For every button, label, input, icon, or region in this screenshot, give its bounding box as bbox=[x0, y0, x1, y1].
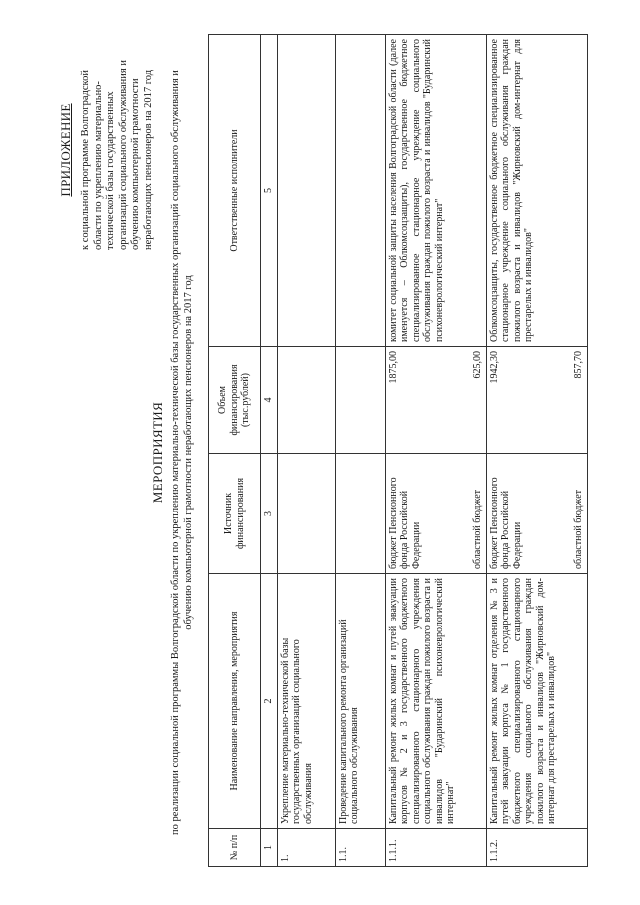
annex-title: ПРИЛОЖЕНИЕ bbox=[58, 103, 73, 197]
column-number-row bbox=[261, 35, 278, 867]
header-source: Источник финансирования bbox=[209, 454, 261, 574]
table-row bbox=[385, 35, 486, 867]
row-sources bbox=[385, 454, 486, 574]
table-row bbox=[335, 35, 385, 867]
row-name: Укрепление материально-технической базы государственных организаций социального обслуживания bbox=[277, 574, 335, 829]
amount-regional: 857,70 bbox=[573, 351, 584, 379]
amount-regional: 625,00 bbox=[472, 351, 483, 379]
header-name: Наименование направления, мероприятия bbox=[209, 574, 261, 829]
measures-table bbox=[208, 34, 588, 867]
column-number: 1 bbox=[261, 829, 278, 867]
table-header-row bbox=[209, 35, 261, 867]
row-number: 1.1.1. bbox=[385, 829, 486, 867]
annex-text: к социальной программе Волгоградской области по укреплению материально-технической базы государственных организаций социального обслуживания и обучению компьютерной грамотности неработающих пенсионеров на 2017 год bbox=[80, 60, 154, 250]
row-name: Проведение капитального ремонта организаций социального обслуживания bbox=[335, 574, 385, 829]
row-amounts bbox=[486, 347, 587, 454]
source-pension-fund: бюджет Пенсионного фонда Российской Федерации bbox=[488, 477, 523, 569]
row-executors: Облкомсоцзащиты, государственное бюджетное специализированное стационарное учреждение социального обслуживания граждан пожилого возраста и инвалидов "Жирновский дом-интернат для престарелых и инвалидов" bbox=[486, 35, 587, 347]
source-regional: областной бюджет bbox=[573, 489, 584, 569]
column-number: 2 bbox=[261, 574, 278, 829]
header-number: № п/п bbox=[209, 829, 261, 867]
row-number: 1.1.2. bbox=[486, 829, 587, 867]
row-name: Капитальный ремонт жилых комнат и путей эвакуации корпусов № 2 и 3 государственного бюджетного специализированного стационарного учреждения социального обслуживания граждан пожилого возраста и инвалидов "Бударинский психоневрологический интернат" bbox=[385, 574, 486, 829]
row-executors: комитет социальной защиты населения Волгоградской области (далее именуется – Облкомсоцзащиты), государственное бюджетное специализированное стационарное учреждение социального обслуживания граждан пожилого возраста и инвалидов "Бударинский психоневрологический интернат" bbox=[385, 35, 486, 347]
column-number: 4 bbox=[261, 347, 278, 454]
column-number: 5 bbox=[261, 35, 278, 347]
amount-pension-fund: 1875,00 bbox=[387, 351, 399, 384]
amount-pension-fund: 1942,30 bbox=[488, 351, 500, 384]
source-pension-fund: бюджет Пенсионного фонда Российской Федерации bbox=[387, 477, 422, 569]
document-heading: МЕРОПРИЯТИЯ bbox=[150, 401, 165, 504]
document-subheading: по реализации социальной программы Волгоградской области по укреплению материально-технической базы государственных организаций социального обслуживания и обучению компьютерной грамотности неработающих пенсионеров на 2017 год bbox=[170, 70, 194, 835]
table-row bbox=[486, 35, 587, 867]
row-amounts bbox=[385, 347, 486, 454]
column-number: 3 bbox=[261, 454, 278, 574]
row-sources bbox=[486, 454, 587, 574]
row-number: 1. bbox=[277, 829, 335, 867]
row-name: Капитальный ремонт жилых комнат отделения № 3 и путей эвакуации корпуса № 1 государственного бюджетного специализированного стационарного учреждения социального обслуживания граждан пожилого возраста и инвалидов "Жирновский дом-интернат для престарелых и инвалидов" bbox=[486, 574, 587, 829]
source-regional: областной бюджет bbox=[472, 489, 483, 569]
header-amount: Объем финансирования (тыс.рублей) bbox=[209, 347, 261, 454]
table-row bbox=[277, 35, 335, 867]
row-number: 1.1. bbox=[335, 829, 385, 867]
header-executors: Ответственные исполнители bbox=[209, 35, 261, 347]
